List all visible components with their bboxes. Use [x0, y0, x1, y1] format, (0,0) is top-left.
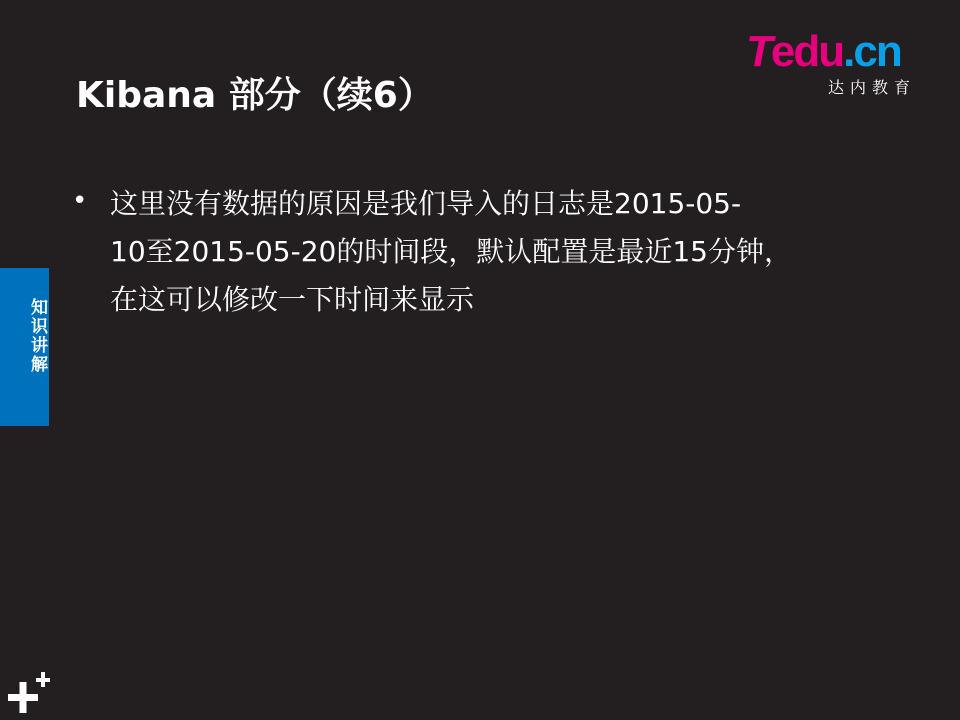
bullet-text-line: 10至2015-05-20的时间段，默认配置是最近15分钟，: [110, 235, 792, 268]
logo-letter-t: T: [746, 27, 771, 76]
bullet-dot-icon: •: [72, 186, 88, 216]
logo-cn: .cn: [843, 27, 901, 76]
plus-icon: [6, 668, 54, 716]
bullet-list: [72, 180, 892, 324]
bullet-item: [72, 180, 892, 324]
logo-tagline: 达内教育: [828, 78, 917, 97]
bullet-text-line: 在这可以修改一下时间来显示: [110, 283, 475, 316]
knowledge-tab-label: 知识讲解: [27, 298, 47, 374]
logo-wordmark: [746, 28, 901, 76]
bullet-text-line: 这里没有数据的原因是我们导入的日志是2015-05-: [110, 187, 742, 220]
tedu-logo: [746, 28, 936, 100]
logo-edu: edu: [770, 27, 844, 76]
slide-title: Kibana 部分（续6）: [76, 75, 434, 116]
knowledge-tab: [0, 268, 49, 426]
